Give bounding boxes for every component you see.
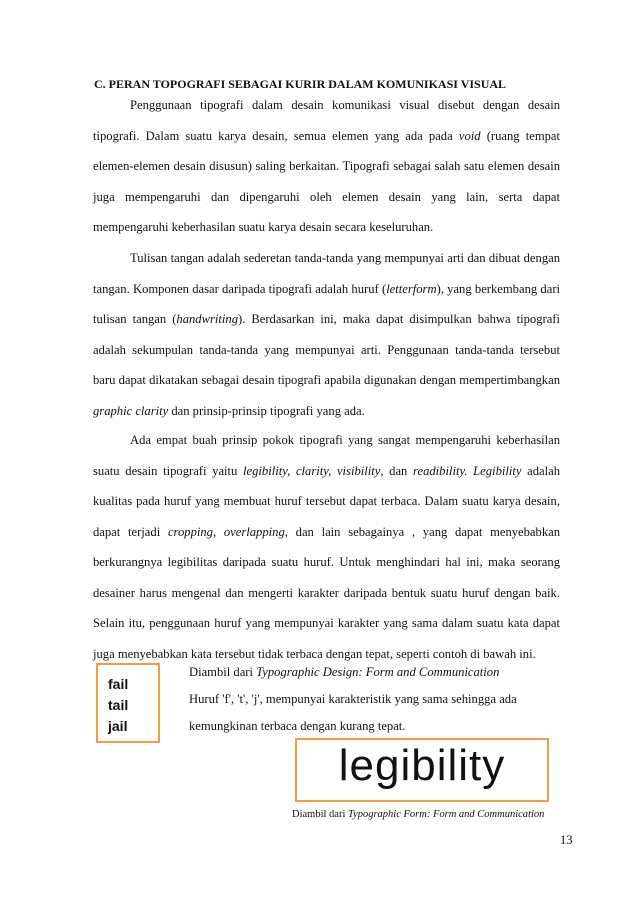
paragraph-1-text-a: Penggunaan tipografi dalam desain komunikasi visual disebut dengan desain tipografi. Dalam suatu karya desain, semua elemen yang ada pada — [93, 98, 560, 143]
paragraph-3-italic-cropping: cropping — [167, 524, 213, 539]
paragraph-2-text-d: dan prinsip-prinsip tipografi yang ada. — [168, 403, 365, 418]
paragraph-3 — [93, 425, 560, 669]
section-heading: C. PERAN TOPOGRAFI SEBAGAI KURIR DALAM KOMUNIKASI VISUAL — [94, 77, 507, 91]
paragraph-2-text-c: ). Berdasarkan ini, maka dapat disimpulkan bahwa tipografi adalah sekumpulan tanda-tanda yang mempunyai arti. Penggunaan tanda-tanda tersebut baru dapat dikatakan sebagai desain tipografi apabila digunakan dengan mempertimbangkan — [93, 312, 560, 387]
paragraph-1-text-b: (ruang tempat elemen-elemen desain disusun) saling berkaitan. Tipografi sebagai salah satu elemen desain juga mempengaruhi dan dipengaruhi oleh elemen desain yang lain, serta dapat mempengaruhi keberhasilan suatu karya desain secara keseluruhan. — [93, 128, 561, 234]
figure-caption-title: Typographic Form: Form and Communication — [348, 809, 545, 820]
paragraph-3-text-b: , dan — [380, 463, 414, 478]
paragraph-2-text-b: ), yang berkembang dari tulisan tangan ( — [93, 281, 561, 326]
legibility-figure-caption — [292, 808, 544, 822]
paragraph-3-italic-overlapping: overlapping — [223, 524, 285, 539]
page-number: 13 — [560, 833, 573, 847]
paragraph-2-italic-graphic-clarity: graphic clarity — [93, 403, 169, 418]
paragraph-1-italic-void: void — [458, 128, 481, 143]
example-word: tail — [108, 697, 129, 713]
paragraph-3-text-a: Ada empat buah prinsip pokok tipografi yang sangat mempengaruhi keberhasilan suatu desain tipografi yaitu — [93, 433, 560, 478]
example-source-caption — [189, 664, 499, 680]
legibility-word: legibility — [338, 741, 506, 790]
paragraph-2-text-a: Tulisan tangan adalah sederetan tanda-tanda yang mempunyai arti dan dibuat dengan tangan. Komponen dasar daripada tipografi adalah huruf ( — [93, 251, 560, 296]
example-source-title: Typographic Design: Form and Communication — [256, 665, 500, 679]
paragraph-3-text-d: , — [212, 524, 224, 539]
paragraph-2 — [93, 243, 560, 426]
example-explanation-line-1: Huruf 'f', 't', 'j', mempunyai karakteristik yang sama sehingga ada — [189, 692, 517, 706]
legibility-figure — [295, 738, 549, 802]
paragraph-3-text-c: adalah kualitas pada huruf yang membuat huruf tersebut dapat terbaca. Dalam suatu karya desain, dapat terjadi — [93, 463, 560, 539]
example-word: fail — [108, 676, 129, 692]
example-source-prefix: Diambil dari — [189, 665, 257, 679]
figure-caption-prefix: Diambil dari — [292, 809, 348, 820]
paragraph-1 — [93, 90, 560, 243]
paragraph-3-text-e: , dan lain sebagainya , yang dapat menyebabkan berkurangnya legibilitas daripada suatu huruf. Untuk menghindari hal ini, maka seorang desainer harus mengenal dan mengerti karakter daripada bentuk suatu huruf dengan baik. Selain itu, penggunaan huruf yang mempunyai karakter yang sama dalam suatu kata dapat juga menyebabkan kata tersebut tidak terbaca dengan tepat, seperti contoh di bawah ini. — [93, 524, 560, 661]
example-explanation-line-2: kemungkinan terbaca dengan kurang tepat. — [189, 719, 406, 733]
example-word: jail — [108, 718, 128, 734]
paragraph-3-italic-principles: legibility, clarity, visibility — [243, 463, 381, 478]
paragraph-2-italic-letterform: letterform — [386, 281, 437, 296]
paragraph-2-italic-handwriting: handwriting — [176, 312, 238, 326]
paragraph-3-italic-readibility: readibility. Legibility — [413, 463, 522, 478]
example-words-box — [96, 663, 160, 743]
